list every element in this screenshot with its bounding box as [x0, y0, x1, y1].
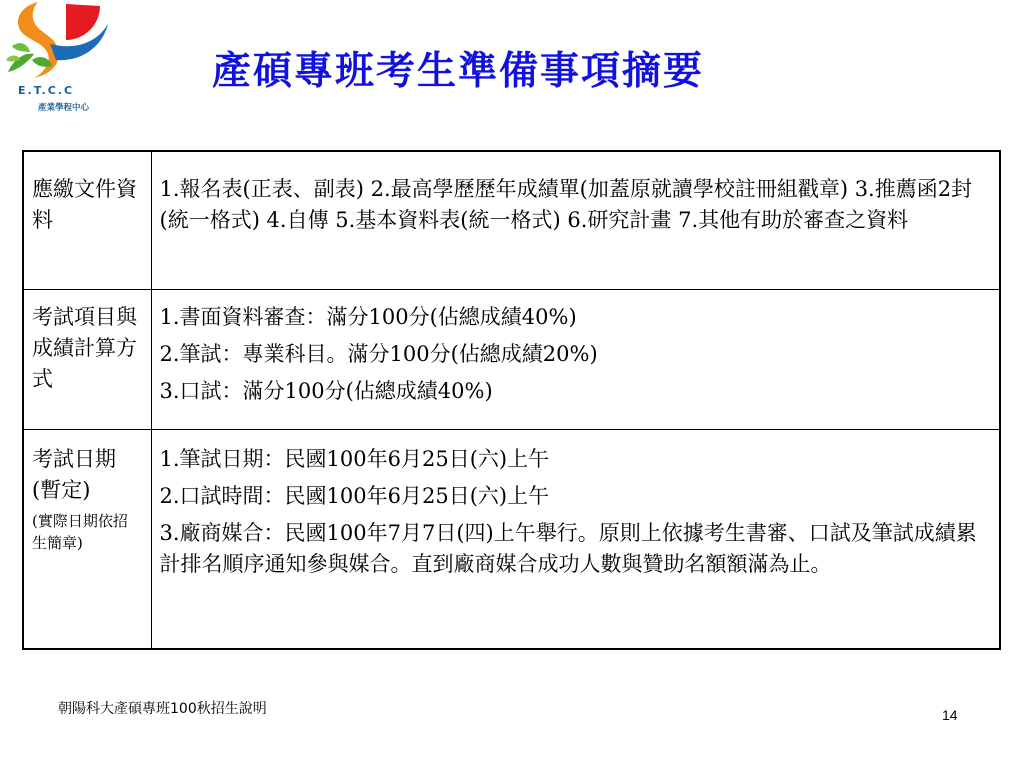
table-row — [23, 289, 1000, 429]
logo-green-leaf — [12, 43, 30, 52]
content-line: 3.廠商媒合：民國100年7月7日(四)上午舉行。原則上依據考生書審、口試及筆試成績累計排名順序通知參與媒合。直到廠商媒合成功人數與贊助名額額滿為止。 — [159, 520, 977, 576]
content-line: 1.報名表(正表、副表) 2.最高學歷歷年成績單(加蓋原就讀學校註冊組戳章) 3.推薦函2封(統一格式) 4.自傳 5.基本資料表(統一格式) 6.研究計畫 7.其他有助於審查之資料 — [159, 177, 973, 232]
logo-red-shape — [66, 4, 100, 40]
row-content — [151, 429, 1000, 649]
row-label: 考試項目與成績計算方式 — [23, 289, 151, 429]
row-label: 應繳文件資料 — [23, 151, 151, 289]
row-label: 考試日期(暫定) — [32, 446, 116, 502]
logo-orange-swoosh — [18, 2, 59, 78]
footer-caption: 朝陽科大產碩專班100秋招生說明 — [58, 701, 267, 717]
row-label-cell — [23, 429, 151, 649]
content-line: 1.筆試日期：民國100年6月25日(六)上午 — [159, 446, 550, 471]
logo-subtext: 產業學程中心 — [38, 103, 90, 113]
content-line: 3.口試：滿分100分(佔總成績40%) — [159, 378, 493, 403]
content-line: 2.口試時間：民國100年6月25日(六)上午 — [159, 483, 550, 508]
row-content — [151, 289, 1000, 429]
row-label-note: (實際日期依招生簡章) — [32, 511, 128, 552]
logo-green-leaf — [6, 56, 20, 62]
logo-text: E.T.C.C — [18, 84, 75, 97]
row-content — [151, 151, 1000, 289]
table-row — [23, 429, 1000, 649]
content-line: 1.書面資料審查：滿分100分(佔總成績40%) — [159, 304, 577, 329]
content-line: 2.筆試：專業科目。滿分100分(佔總成績20%) — [159, 341, 598, 366]
requirements-table — [22, 150, 1001, 650]
page-number: 14 — [942, 707, 958, 723]
page-title: 產碩專班考生準備事項摘要 — [212, 48, 705, 94]
table-row — [23, 151, 1000, 289]
